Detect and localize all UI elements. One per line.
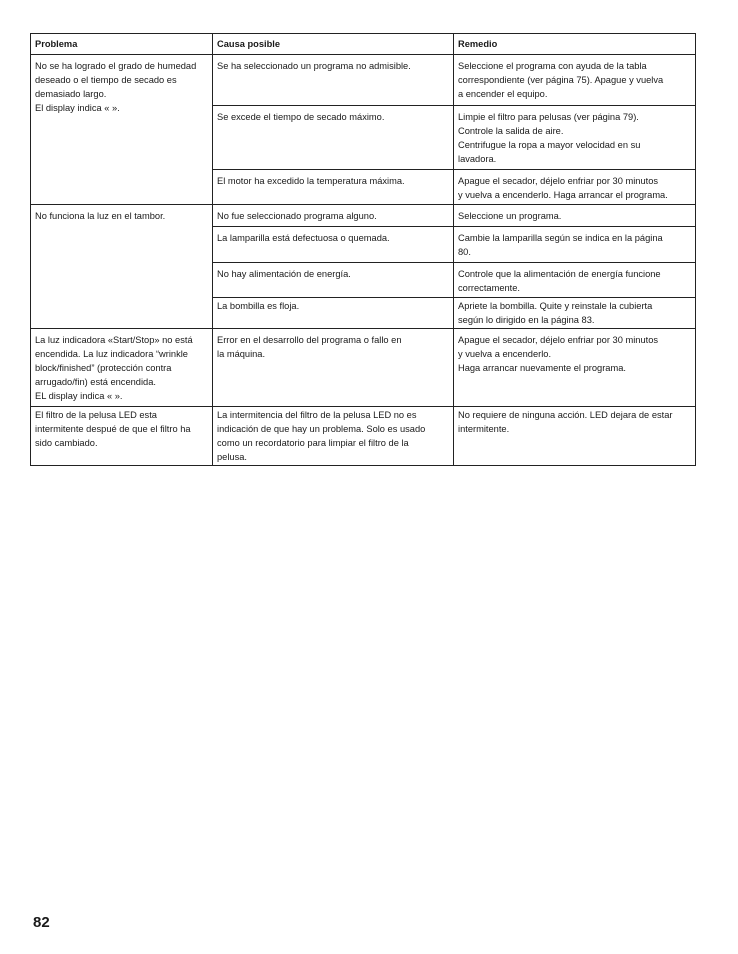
remedy-cell [454, 227, 696, 263]
cause-cell [213, 298, 454, 329]
remedy-text: Apriete la bombilla. Quite y reinstale la cubierta según lo dirigido en la página 83. [458, 301, 653, 325]
cause-text: Se excede el tiempo de secado máximo. [217, 112, 385, 122]
cause-text: Error en el desarrollo del programa o fallo en la máquina. [217, 335, 402, 359]
remedy-text: Seleccione un programa. [458, 211, 562, 221]
cause-text: No fue seleccionado programa alguno. [217, 211, 377, 221]
remedy-text: Limpie el filtro para pelusas (ver página 79). Controle la salida de aire. Centrifugue la ropa a mayor velocidad en su lavadora. [458, 112, 641, 164]
remedy-text: Apague el secador, déjelo enfriar por 30 minutos y vuelva a encenderlo. Haga arrancar el programa. [458, 176, 668, 200]
remedy-cell [454, 329, 696, 407]
remedy-cell [454, 263, 696, 298]
table-row [31, 205, 696, 227]
cause-cell [213, 170, 454, 205]
cause-text: No hay alimentación de energía. [217, 269, 351, 279]
problem-cell [31, 55, 213, 205]
cause-cell [213, 407, 454, 466]
cause-cell [213, 263, 454, 298]
header-remedio: Remedio [454, 34, 696, 55]
problem-text: No se ha logrado el grado de humedad deseado o el tiempo de secado es demasiado largo. El display indica « ». [35, 61, 197, 113]
remedy-text: Controle que la alimentación de energía funcione correctamente. [458, 269, 661, 293]
cause-text: La bombilla es floja. [217, 301, 300, 311]
remedy-cell [454, 407, 696, 466]
cause-cell [213, 106, 454, 170]
cause-cell [213, 55, 454, 106]
page-number: 82 [33, 914, 50, 931]
problem-cell [31, 329, 213, 407]
remedy-cell [454, 106, 696, 170]
problem-text: La luz indicadora «Start/Stop» no está encendida. La luz indicadora “wrinkle block/finished” (protección contra arrugado/fin) está encendida. EL display indica « ». [35, 335, 193, 401]
problem-cell [31, 407, 213, 466]
problem-cell [31, 205, 213, 329]
remedy-cell [454, 205, 696, 227]
problem-text: El filtro de la pelusa LED esta intermitente despué de que el filtro ha sido cambiado. [35, 410, 191, 448]
remedy-cell [454, 55, 696, 106]
cause-cell [213, 205, 454, 227]
remedy-text: Apague el secador, déjelo enfriar por 30 minutos y vuelva a encenderlo. Haga arrancar nuevamente el programa. [458, 335, 659, 373]
remedy-cell [454, 298, 696, 329]
remedy-text: No requiere de ninguna acción. LED dejara de estar intermitente. [458, 410, 673, 434]
remedy-text: Seleccione el programa con ayuda de la tabla correspondiente (ver página 75). Apague y vuelva a encender el equipo. [458, 61, 664, 99]
table-row [31, 55, 696, 106]
cause-text: El motor ha excedido la temperatura máxima. [217, 176, 405, 186]
cause-text: La lamparilla está defectuosa o quemada. [217, 233, 390, 243]
table-header-row [31, 34, 696, 55]
table-row [31, 407, 696, 466]
remedy-cell [454, 170, 696, 205]
cause-text: La intermitencia del filtro de la pelusa LED no es indicación de que hay un problema. Solo es usado como un recordatorio para limpiar el filtro de la pelusa. [217, 410, 426, 462]
table-row [31, 329, 696, 407]
cause-cell [213, 227, 454, 263]
cause-text: Se ha seleccionado un programa no admisible. [217, 61, 411, 71]
problem-text: No funciona la luz en el tambor. [35, 211, 166, 221]
troubleshooting-table [30, 33, 696, 466]
header-problema: Problema [31, 34, 213, 55]
header-causa-posible: Causa posible [213, 34, 454, 55]
cause-cell [213, 329, 454, 407]
remedy-text: Cambie la lamparilla según se indica en la página 80. [458, 233, 663, 257]
